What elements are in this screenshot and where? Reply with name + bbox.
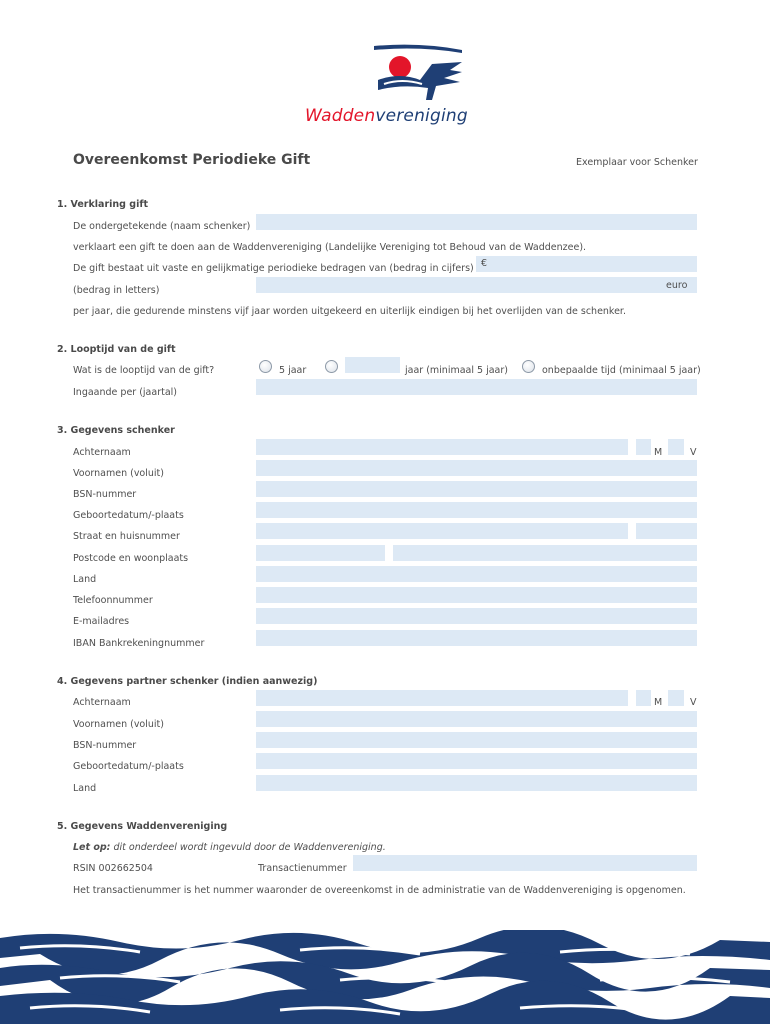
donor-birth-field[interactable] bbox=[256, 502, 697, 518]
donor-country-field[interactable] bbox=[256, 566, 697, 582]
amount-label: De gift bestaat uit vaste en gelijkmatige periodieke bedragen van (bedrag in cijfers) bbox=[73, 263, 474, 274]
donor-bsn-label: BSN-nummer bbox=[73, 489, 137, 500]
section1-heading: 1. Verklaring gift bbox=[57, 199, 149, 210]
amount-field[interactable] bbox=[476, 256, 697, 272]
donor-street-label: Straat en huisnummer bbox=[73, 531, 180, 542]
declaration-text: verklaart een gift te doen aan de Waddenvereniging (Landelijke Vereniging tot Behoud van de Waddenzee). bbox=[73, 242, 587, 253]
amount-words-label: (bedrag in letters) bbox=[73, 285, 160, 296]
section5-note-text: dit onderdeel wordt ingevuld door de Waddenvereniging. bbox=[110, 842, 386, 853]
start-year-field[interactable] bbox=[256, 379, 697, 395]
partner-gender-m-label: M bbox=[654, 697, 663, 708]
section5-footer-text: Het transactienummer is het nummer waaronder de overeenkomst in de administratie van de Waddenvereniging is opgenomen. bbox=[73, 885, 686, 896]
section5-note-bold: Let op: bbox=[73, 842, 111, 853]
partner-bsn-label: BSN-nummer bbox=[73, 740, 137, 751]
partner-firstnames-label: Voornamen (voluit) bbox=[73, 719, 164, 730]
section5-note bbox=[73, 842, 386, 853]
donor-name-label: De ondergetekende (naam schenker) bbox=[73, 221, 251, 232]
donor-postcode-label: Postcode en woonplaats bbox=[73, 553, 189, 564]
radio-custom-years[interactable] bbox=[325, 360, 338, 373]
partner-birth-label: Geboortedatum/-plaats bbox=[73, 761, 184, 772]
partner-country-label: Land bbox=[73, 783, 97, 794]
donor-housenumber-field[interactable] bbox=[636, 523, 697, 539]
partner-gender-v-label: V bbox=[690, 697, 697, 708]
donor-email-label: E-mailadres bbox=[73, 616, 130, 627]
partner-bsn-field[interactable] bbox=[256, 732, 697, 748]
section4-heading: 4. Gegevens partner schenker (indien aanwezig) bbox=[57, 676, 318, 687]
partner-gender-m-box[interactable] bbox=[636, 690, 651, 706]
currency-word: euro bbox=[666, 280, 688, 291]
start-year-label: Ingaande per (jaartal) bbox=[73, 387, 177, 398]
partner-lastname-field[interactable] bbox=[256, 690, 628, 706]
section2-heading: 2. Looptijd van de gift bbox=[57, 344, 176, 355]
donor-email-field[interactable] bbox=[256, 608, 697, 624]
donor-firstnames-label: Voornamen (voluit) bbox=[73, 468, 164, 479]
donor-phone-field[interactable] bbox=[256, 587, 697, 603]
donor-city-field[interactable] bbox=[393, 545, 697, 561]
donor-gender-v-label: V bbox=[690, 447, 697, 458]
donor-gender-m-label: M bbox=[654, 447, 663, 458]
copy-label: Exemplaar voor Schenker bbox=[576, 157, 698, 168]
transaction-field[interactable] bbox=[353, 855, 697, 871]
donor-postcode-field[interactable] bbox=[256, 545, 385, 561]
period-text: per jaar, die gedurende minstens vijf jaar worden uitgekeerd en uiterlijk eindigen bij het overlijden van de schenker. bbox=[73, 306, 626, 317]
donor-name-field[interactable] bbox=[256, 214, 697, 230]
partner-country-field[interactable] bbox=[256, 775, 697, 791]
donor-gender-m-box[interactable] bbox=[636, 439, 651, 455]
custom-years-field[interactable] bbox=[345, 357, 400, 373]
partner-lastname-label: Achternaam bbox=[73, 697, 131, 708]
amount-words-field[interactable] bbox=[256, 277, 697, 293]
duration-question: Wat is de looptijd van de gift? bbox=[73, 365, 215, 376]
donor-iban-field[interactable] bbox=[256, 630, 697, 646]
currency-symbol: € bbox=[481, 258, 488, 269]
donor-lastname-field[interactable] bbox=[256, 439, 628, 455]
waddenvereniging-logo-icon bbox=[370, 44, 470, 104]
option-years-label: jaar (minimaal 5 jaar) bbox=[405, 365, 508, 376]
donor-phone-label: Telefoonnummer bbox=[73, 595, 153, 606]
donor-street-field[interactable] bbox=[256, 523, 628, 539]
transaction-label: Transactienummer bbox=[258, 863, 347, 874]
section3-heading: 3. Gegevens schenker bbox=[57, 425, 175, 436]
option-5-years-label: 5 jaar bbox=[279, 365, 307, 376]
donor-birth-label: Geboortedatum/-plaats bbox=[73, 510, 184, 521]
donor-gender-v-box[interactable] bbox=[668, 439, 684, 455]
partner-firstnames-field[interactable] bbox=[256, 711, 697, 727]
partner-birth-field[interactable] bbox=[256, 753, 697, 769]
page-title: Overeenkomst Periodieke Gift bbox=[73, 152, 311, 168]
logo bbox=[370, 44, 470, 104]
partner-gender-v-box[interactable] bbox=[668, 690, 684, 706]
donor-iban-label: IBAN Bankrekeningnummer bbox=[73, 638, 205, 649]
brand-name: Waddenvereniging bbox=[305, 106, 468, 126]
option-indefinite-label: onbepaalde tijd (minimaal 5 jaar) bbox=[542, 365, 701, 376]
wave-decoration-icon bbox=[0, 930, 770, 1024]
donor-bsn-field[interactable] bbox=[256, 481, 697, 497]
donor-firstnames-field[interactable] bbox=[256, 460, 697, 476]
donor-lastname-label: Achternaam bbox=[73, 447, 131, 458]
radio-5-years[interactable] bbox=[259, 360, 272, 373]
section5-heading: 5. Gegevens Waddenvereniging bbox=[57, 821, 228, 832]
donor-country-label: Land bbox=[73, 574, 97, 585]
rsin-label: RSIN 002662504 bbox=[73, 863, 153, 874]
radio-indefinite[interactable] bbox=[522, 360, 535, 373]
